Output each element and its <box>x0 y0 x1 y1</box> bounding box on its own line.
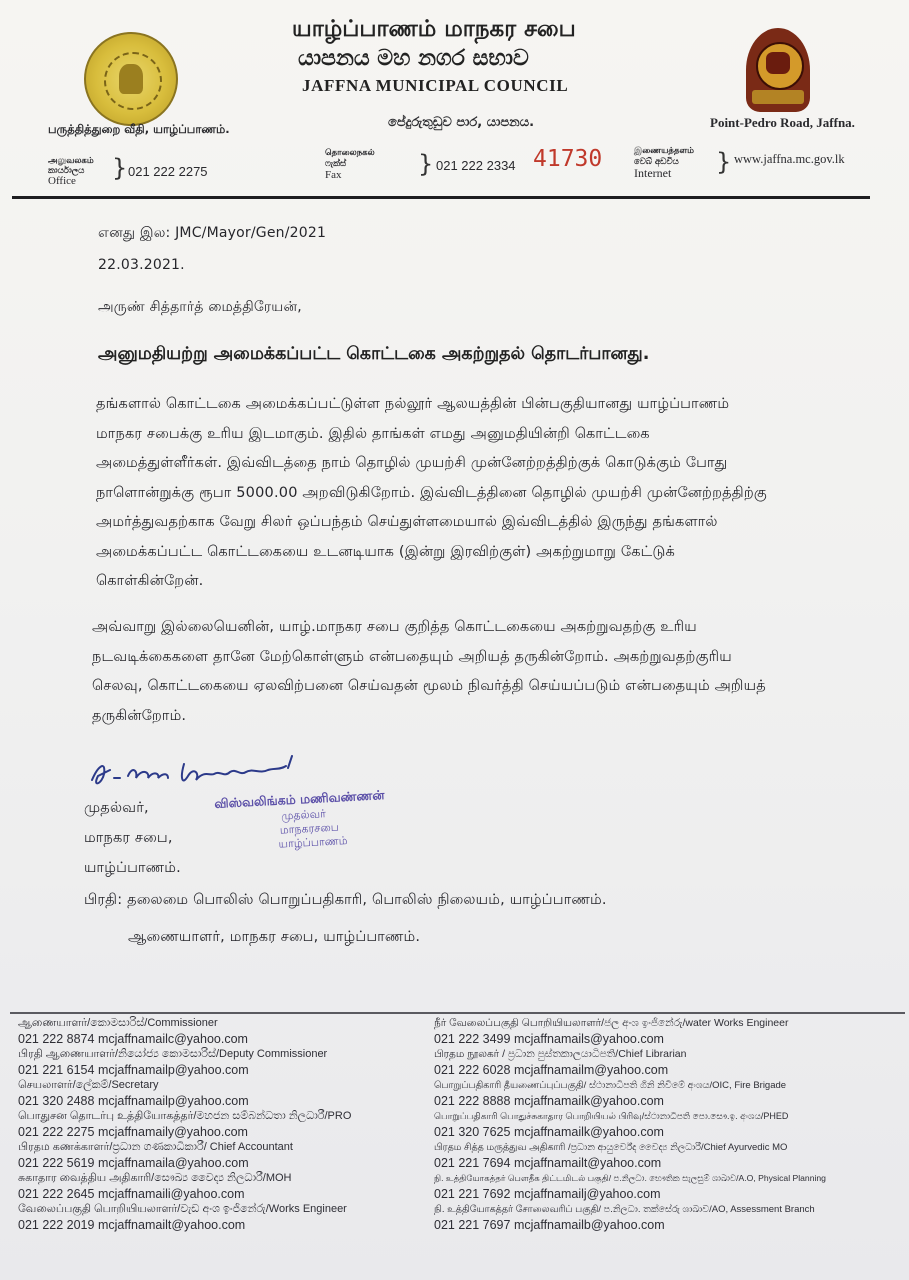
paragraph-line: தருகின்றோம். <box>92 707 187 724</box>
paragraph-line: நாளொன்றுக்கு ரூபா 5000.00 அறவிடுகிறோம். இவ்விடத்தினை தொழில் முயற்சி முன்னேற்றத்திற்கு <box>96 484 767 501</box>
address-english: Point-Pedro Road, Jaffna. <box>710 115 855 130</box>
footer-title: நீர் வேலைப்பகுதி பொறியியலாளர்/ජල අංශ ඉංජිනේරු/water Works Engineer <box>434 1017 789 1029</box>
footer-contact: 021 222 2275 mcjaffnamaily@yahoo.com <box>18 1124 248 1139</box>
signature-image <box>84 748 314 798</box>
footer-title: பொதுசன தொடர்பு உத்தியோகத்தர்/මහජන සම්බන්ධතා නිලධාරී/PRO <box>18 1110 352 1122</box>
municipal-emblem-icon <box>84 32 178 126</box>
footer-contact: 021 222 8888 mcjaffnamailk@yahoo.com <box>434 1093 664 1108</box>
title-tamil: யாழ்ப்பாணம் மாநகர சபை <box>292 16 576 42</box>
signatory-line: மாநகர சபை, <box>84 830 173 846</box>
letter-subject: அனுமதியற்று அமைக்கப்பட்ட கொட்டகை அகற்றுதல் தொடர்பானது. <box>98 344 650 364</box>
office-phone: 021 222 2275 <box>128 164 208 179</box>
footer-title: செயலாளர்/ලේකම්/Secretary <box>18 1079 159 1091</box>
signatory-line: முதல்வர், <box>84 800 149 816</box>
footer-title: நி. உத்தியோகத்தர் சோலைவரிப் பகுதி/ ප.නිලධා. තක්සේරු ශාඛාව/AO, Assessment Branch <box>434 1204 815 1215</box>
brace: } <box>112 154 128 182</box>
footer-contact: 021 320 7625 mcjaffnamailk@yahoo.com <box>434 1124 664 1139</box>
copy-line-1: பிரதி: தலைமை பொலிஸ் பொறுப்பதிகாரி, பொலிஸ் நிலையம், யாழ்ப்பாணம். <box>84 892 607 908</box>
footer-contact: 021 222 2645 mcjaffnamaili@yahoo.com <box>18 1186 245 1201</box>
paragraph-line: செலவு, கொட்டகையை ஏலவிற்பனை செய்வதன் மூலம் நிவர்த்தி செய்யப்படும் என்பதையும் அறியத் <box>92 678 766 694</box>
footer-contact: 021 222 5619 mcjaffnamaila@yahoo.com <box>18 1155 249 1170</box>
footer-contacts-left <box>18 1016 351 1233</box>
national-crest-icon <box>746 28 810 112</box>
footer-title: நி. உத்தியோகத்தர் பௌதீக திட்டமிடல் பகுதி/ ප.නිලධා. භෞතික සැලසුම් ශාඛාව/A.O, Physical Planning <box>434 1173 826 1183</box>
footer-title: ஆணையாளர்/කොමසාරිස්/Commissioner <box>18 1017 218 1029</box>
reference: எனது இல: JMC/Mayor/Gen/2021 <box>98 225 327 241</box>
fax-label: தொலைநகல் ෆැක්ස් Fax <box>325 148 375 181</box>
footer-contact: 021 221 7694 mcjaffnamailt@yahoo.com <box>434 1155 662 1170</box>
footer-contact: 021 320 2488 mcjaffnamailp@yahoo.com <box>18 1093 249 1108</box>
header-divider <box>12 196 870 199</box>
fax-number: 021 222 2334 <box>436 158 516 173</box>
footer-contacts-right <box>434 1016 826 1233</box>
paragraph-line: அமைக்கப்பட்ட கொட்டகையை உடனடியாக (இன்று இரவிற்குள்) அகற்றுமாறு கேட்டுக் <box>96 543 676 560</box>
official-stamp: விஸ்வலிங்கம் மணிவண்ணன் முதல்வர் மாநகரசபை யாழ்ப்பாணம் <box>214 787 385 851</box>
footer-title: வேலைப்பகுதி பொறியியலாளர்/වැඩ අංශ ඉංජිනේරු/Works Engineer <box>18 1203 347 1215</box>
copy-line-2: ஆணையாளர், மாநகர சபை, யாழ்ப்பாணம். <box>128 929 421 945</box>
footer-contact: 021 221 7697 mcjaffnamailb@yahoo.com <box>434 1217 665 1232</box>
signatory-line: யாழ்ப்பாணம். <box>84 860 181 876</box>
paragraph-line: அமைத்துள்ளீர்கள். இவ்விடத்தை நாம் தொழில் முயற்சி முன்னேற்றத்திற்குக் கொடுக்கும் போது <box>96 455 728 471</box>
office-label: அலுவலகம் කාර්යාලය Office <box>48 156 94 187</box>
paragraph-line: அமர்த்துவதற்காக வேறு சிலர் ஒப்பந்தம் செய்துள்ளமையால் இவ்விடத்தில் இருந்து தங்களால் <box>96 514 718 530</box>
footer-title: பொறுப்பதிகாரி தீயணைப்புப்பகுதி/ ස්ථානාධිපති ගිනි නිවීමේ අංශය/OIC, Fire Brigade <box>434 1080 787 1091</box>
footer-title: பிரதம நூலகர் / ප්‍රධාන පුස්තකාලයාධිපති/Chief Librarian <box>434 1048 687 1060</box>
brace: } <box>716 148 732 176</box>
paragraph-line: மாநகர சபைக்கு உரிய இடமாகும். இதில் தாங்கள் எமது அனுமதியின்றி கொட்டகை <box>96 425 650 442</box>
paragraph-line: நடவடிக்கைகளை தானே மேற்கொள்ளும் என்பதையும் அறியத் தருகின்றோம். அகற்றுவதற்குரிய <box>92 648 732 665</box>
title-english: JAFFNA MUNICIPAL COUNCIL <box>302 76 569 95</box>
address-sinhala: පේදුරුතුඩුව පාර, යාපනය. <box>388 115 535 130</box>
footer-divider <box>10 1012 905 1014</box>
footer-contact: 021 222 2019 mcjaffnamailt@yahoo.com <box>18 1217 246 1232</box>
address-tamil: பருத்தித்துறை வீதி, யாழ்ப்பாணம். <box>48 122 230 136</box>
footer-contact: 021 222 8874 mcjaffnamailc@yahoo.com <box>18 1031 248 1046</box>
stamp-number: 41730 <box>533 146 603 172</box>
recipient: அருண் சித்தார்த் மைத்திரேயன், <box>98 299 302 315</box>
letter-date: 22.03.2021. <box>98 257 185 273</box>
internet-label: இணையத்தளம் වෙබ් අඩවිය Internet <box>634 146 694 180</box>
paragraph-1 <box>96 390 816 597</box>
footer-title: பிரதி ஆணையாளர்/නියෝජ්‍ය කොමසාරිස්/Deputy Commissioner <box>18 1048 328 1060</box>
footer-contact: 021 221 6154 mcjaffnamailp@yahoo.com <box>18 1062 249 1077</box>
signatory-block <box>84 793 181 883</box>
website: www.jaffna.mc.gov.lk <box>734 152 845 166</box>
footer-title: பிரதம சித்த மருத்துவ அதிகாரி /ප්‍රධාන ආයුර්වේද වෛද්‍ය නිලධාරී/Chief Ayurvedic MO <box>434 1142 788 1153</box>
footer-contact: 021 221 7692 mcjaffnamailj@yahoo.com <box>434 1186 661 1201</box>
footer-contact: 021 222 3499 mcjaffnamails@yahoo.com <box>434 1031 664 1046</box>
footer-title: சுகாதார வைத்திய அதிகாரி/සෞඛ්‍ය වෛද්‍ය නිලධාරී/MOH <box>18 1172 292 1184</box>
paragraph-line: கொள்கின்றேன். <box>96 573 204 589</box>
footer-contact: 021 222 6028 mcjaffnamailm@yahoo.com <box>434 1062 669 1077</box>
footer-title: பொறுப்பதிகாரி பொதுச்சுகாதார பொறியியல் பிரிவு/ස්ථානාධිපති පො.සෞ.ඉ. අංශය/PHED <box>434 1111 789 1121</box>
paragraph-2 <box>92 613 822 731</box>
paragraph-line: அவ்வாறு இல்லையெனின், யாழ்.மாநகர சபை குறித்த கொட்டகையை அகற்றுவதற்கு உரிய <box>92 619 697 635</box>
paragraph-line: தங்களால் கொட்டகை அமைக்கப்பட்டுள்ள நல்லூர் ஆலயத்தின் பின்பகுதியானது யாழ்ப்பாணம் <box>96 396 730 412</box>
footer-title: பிரதம கணக்காளர்/ප්‍රධාන ගණකාධිකාරී/ Chief Accountant <box>18 1141 293 1153</box>
title-sinhala: යාපනය මහ නගර සභාව <box>298 46 529 71</box>
brace: } <box>418 150 434 178</box>
